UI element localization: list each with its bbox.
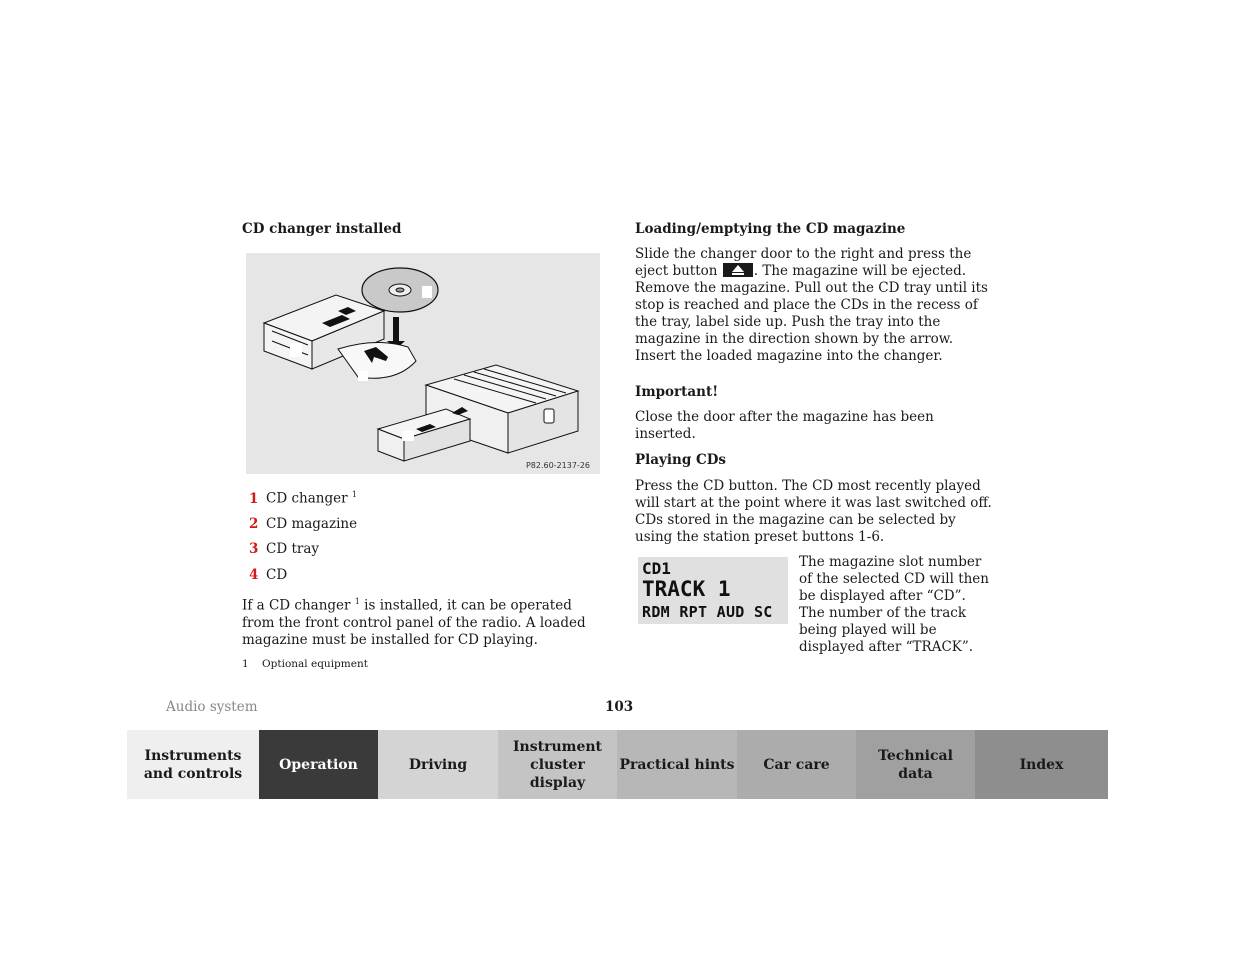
page-number: 103 <box>605 699 634 715</box>
footnote-number: 1 <box>242 658 249 670</box>
tab-label: Driving <box>408 756 468 773</box>
body-text: Slide the changer door to the right and press the eject button <box>635 246 972 279</box>
tab-label: Car care <box>763 756 830 773</box>
legend-label: CD <box>266 567 288 583</box>
body-text: is installed, it can be operated from the front control panel of the radio. A loaded magazine must be installed for CD playing. <box>242 597 586 648</box>
legend-label: CD tray <box>266 541 319 557</box>
display-line-modes: RDM RPT AUD SC <box>642 603 773 621</box>
playing-text: Press the CD button. The CD most recently played will start at the point where it was last switched off. CDs stored in the magazine can be selected by using the station preset buttons 1-6. <box>635 478 992 545</box>
legend-number: 4 <box>249 567 259 583</box>
tab-technical-data[interactable] <box>856 730 975 799</box>
display-line-cd: CD1 <box>642 559 671 578</box>
legend-label: CD changer <box>266 490 348 507</box>
loading-instructions <box>635 246 993 365</box>
tab-practical-hints[interactable] <box>617 730 737 799</box>
section-heading-loading: Loading/emptying the CD magazine <box>635 221 906 237</box>
section-heading-cd-changer: CD changer installed <box>242 221 402 237</box>
footnote-text: Optional equipment <box>262 658 368 670</box>
chapter-nav <box>127 730 1108 799</box>
section-heading-playing: Playing CDs <box>635 452 727 468</box>
radio-display <box>638 557 788 624</box>
tab-car-care[interactable] <box>737 730 856 799</box>
tab-label: Instruments and controls <box>143 747 243 782</box>
legend-item <box>249 567 287 583</box>
tab-label: Operation <box>279 756 358 773</box>
legend-footnote-ref: 1 <box>351 490 357 499</box>
cd-changer-drawing <box>246 253 600 474</box>
legend-number: 3 <box>249 541 259 557</box>
important-text: Close the door after the magazine has been inserted. <box>635 409 934 442</box>
tab-operation[interactable] <box>259 730 378 799</box>
legend-item <box>249 490 357 507</box>
cd-changer-illustration <box>246 253 600 474</box>
footnote <box>242 658 368 670</box>
display-caption: The magazine slot number of the selected CD will then be displayed after “CD”. The number of the track being played will be displayed after “TRACK”. <box>799 554 989 655</box>
body-text: . The magazine will be ejected. Remove the magazine. Pull out the CD tray until its stop is reached and place the CDs in the recess of the tray, label side up. Push the tray into the magazine in the direction shown by the arrow. Insert the loaded magazine into the changer. <box>635 263 988 364</box>
footnote-ref: 1 <box>354 597 360 606</box>
tab-instruments-and-controls[interactable] <box>127 730 259 799</box>
tab-label: Technical data <box>878 747 953 782</box>
tab-index[interactable] <box>975 730 1108 799</box>
tab-instrument-cluster-display[interactable] <box>498 730 617 799</box>
tab-driving[interactable] <box>378 730 498 799</box>
legend-label: CD magazine <box>266 516 358 532</box>
section-name: Audio system <box>166 699 258 715</box>
legend-number: 1 <box>249 490 259 507</box>
legend-item <box>249 516 357 532</box>
tab-label: Index <box>1019 756 1064 773</box>
display-line-track: TRACK 1 <box>642 577 731 601</box>
tab-label: Practical hints <box>619 756 735 773</box>
body-text: If a CD changer <box>242 597 351 614</box>
tab-label: Instrument cluster display <box>513 738 602 791</box>
cd-changer-description <box>242 593 602 649</box>
legend-number: 2 <box>249 516 259 532</box>
figure-code: P82.60-2137-26 <box>525 461 590 470</box>
eject-icon <box>723 263 753 277</box>
legend-item <box>249 541 319 557</box>
section-heading-important: Important! <box>635 384 719 400</box>
